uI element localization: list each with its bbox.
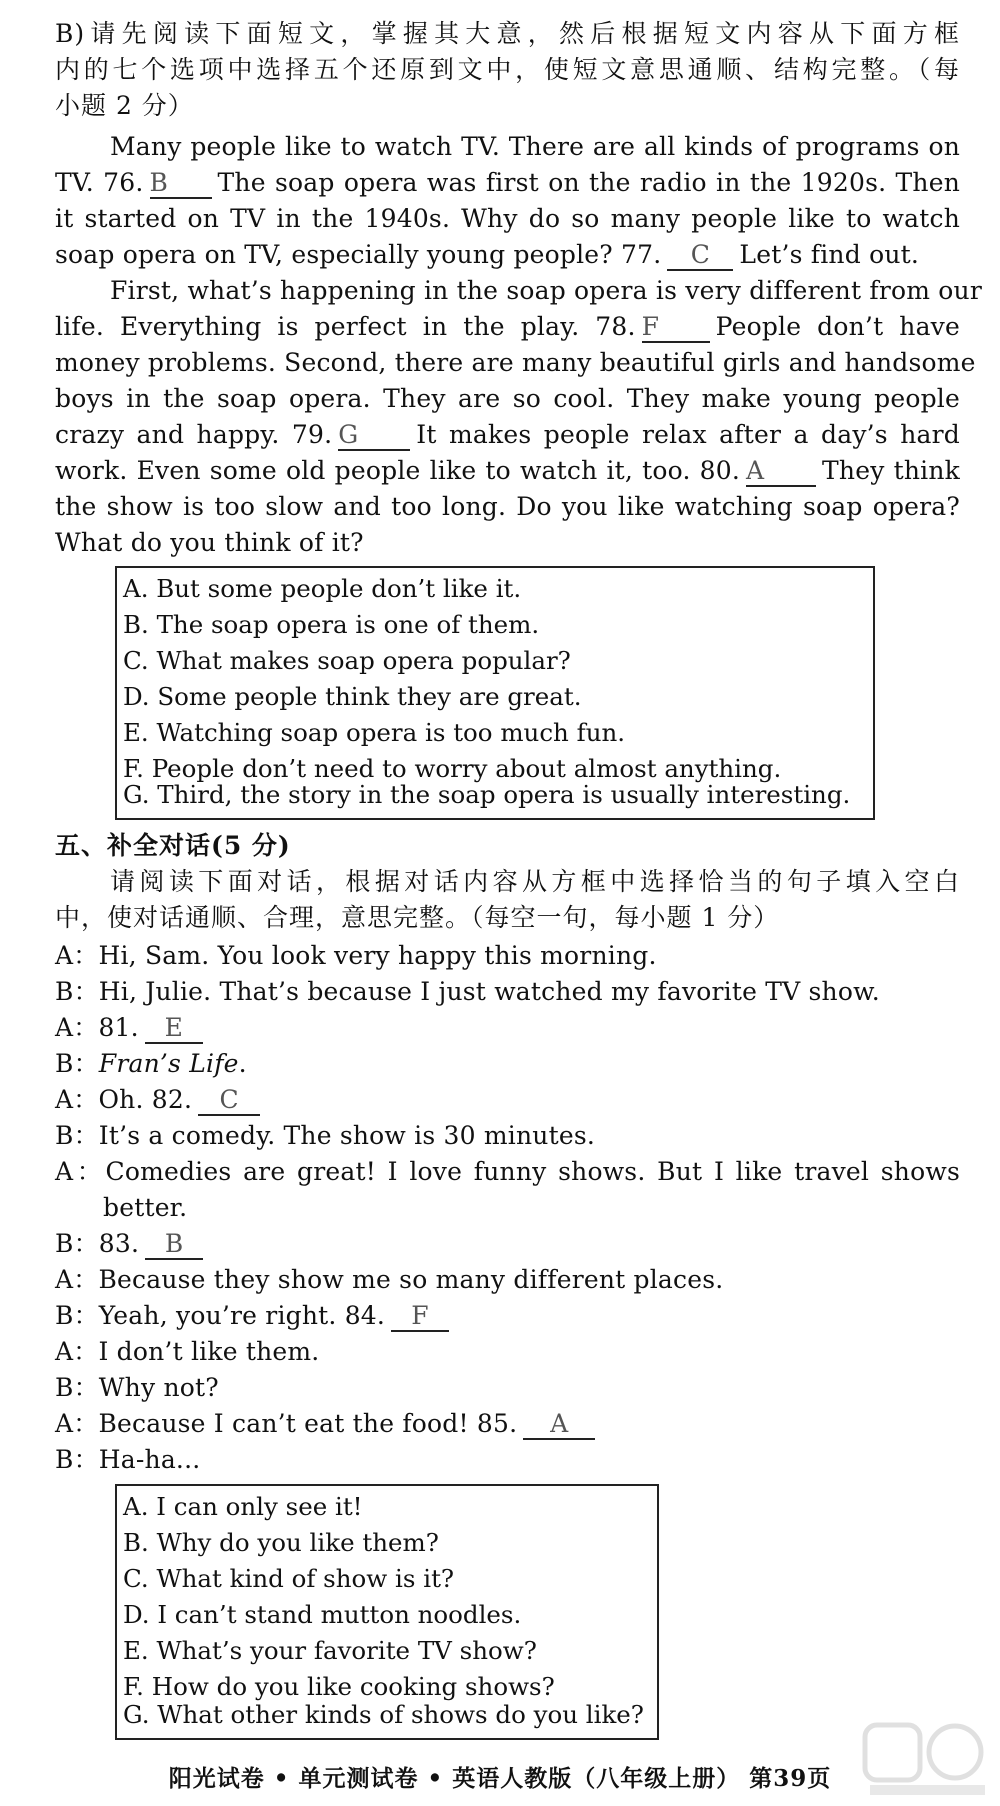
answer-blank-85: A — [523, 1410, 595, 1440]
passage-text: soap opera on TV, especially young people? 77. — [55, 240, 662, 269]
passage-line — [55, 165, 960, 201]
option-a: A. I can only see it! — [123, 1492, 363, 1521]
dialog-line — [55, 1226, 960, 1262]
passage-line — [55, 309, 960, 345]
passage-line: it started on TV in the 1940s. Why do so many people like to watch — [55, 204, 960, 233]
section-5-instruction-line-1: 请阅读下面对话，根据对话内容从方框中选择恰当的句子填入空白 — [110, 867, 960, 896]
dialog-line: B：It’s a comedy. The show is 30 minutes. — [55, 1121, 596, 1150]
dialog-line: B：Hi, Julie. That’s because I just watched my favorite TV show. — [55, 977, 880, 1006]
dialog-text: A：Because I can’t eat the food! 85. — [55, 1409, 518, 1438]
section-b-instruction-line-2: 内的七个选项中选择五个还原到文中，使短文意思通顺、结构完整。（每 — [55, 55, 960, 84]
dialog-line — [55, 1406, 960, 1442]
option-f: F. How do you like cooking shows? — [123, 1672, 555, 1701]
dialog-line: A：Hi, Sam. You look very happy this morning. — [55, 941, 657, 970]
options-box-dialog — [115, 1484, 659, 1740]
option-g: G. Third, the story in the soap opera is usually interesting. — [123, 780, 851, 809]
dialog-line — [55, 1010, 960, 1046]
dialog-text: A：Oh. 82. — [55, 1085, 193, 1114]
answer-blank-80: A — [746, 457, 816, 487]
dialog-line: A：Comedies are great! I love funny shows. But I like travel shows — [55, 1157, 960, 1186]
dialog-text: A：81. — [55, 1013, 139, 1042]
passage-text: They think — [822, 456, 960, 485]
passage-line: money problems. Second, there are many beautiful girls and handsome — [55, 348, 976, 377]
option-g: G. What other kinds of shows do you like? — [123, 1700, 644, 1729]
show-title: Fran’s Life — [98, 1049, 239, 1078]
passage-line: Many people like to watch TV. There are all kinds of programs on — [110, 132, 960, 161]
dialog-text: B： — [55, 1049, 99, 1078]
passage-line: What do you think of it? — [55, 528, 364, 557]
dialog-line — [55, 1298, 960, 1334]
option-d: D. Some people think they are great. — [123, 682, 582, 711]
dialog-line — [55, 1046, 960, 1082]
option-a: A. But some people don’t like it. — [123, 574, 522, 603]
passage-text: The soap opera was first on the radio in the 1920s. Then — [217, 168, 960, 197]
passage-line: First, what’s happening in the soap opera is very different from our — [110, 276, 982, 305]
option-b: B. The soap opera is one of them. — [123, 610, 540, 639]
answer-blank-78: F — [642, 313, 710, 343]
passage-line: the show is too slow and too long. Do you like watching soap opera? — [55, 492, 960, 521]
answer-blank-77: C — [667, 241, 733, 271]
passage-line: boys in the soap opera. They are so cool. They make young people — [55, 384, 960, 413]
answer-blank-79: G — [338, 421, 410, 451]
option-e: E. What’s your favorite TV show? — [123, 1636, 537, 1665]
dialog-line: A：I don’t like them. — [55, 1337, 320, 1366]
option-b: B. Why do you like them? — [123, 1528, 439, 1557]
dialog-text: B：Yeah, you’re right. 84. — [55, 1301, 386, 1330]
dialog-line — [55, 1082, 960, 1118]
dialog-text: . — [238, 1049, 247, 1078]
options-box-reading — [115, 566, 875, 820]
passage-text: life. Everything is perfect in the play. 78. — [55, 312, 636, 341]
dialog-line: better. — [103, 1193, 188, 1222]
option-c: C. What kind of show is it? — [123, 1564, 455, 1593]
passage-text: TV. 76. — [55, 168, 144, 197]
dialog-line: A：Because they show me so many different places. — [55, 1265, 724, 1294]
dialog-text: B：83. — [55, 1229, 140, 1258]
option-c: C. What makes soap opera popular? — [123, 646, 571, 675]
page-footer: 阳光试卷 • 单元测试卷 • 英语人教版（八年级上册） 第39页 — [168, 1765, 832, 1792]
passage-line — [55, 453, 960, 489]
section-5-heading: 五、补全对话(5 分) — [55, 831, 291, 860]
passage-text: crazy and happy. 79. — [55, 420, 333, 449]
passage-text: work. Even some old people like to watch it, too. 80. — [55, 456, 741, 485]
answer-blank-76: B — [150, 169, 212, 199]
answer-blank-84: F — [391, 1302, 449, 1332]
section-b-instruction-line-1: B)请先阅读下面短文，掌握其大意，然后根据短文内容从下面方框 — [55, 19, 960, 48]
passage-line — [55, 417, 960, 453]
answer-blank-82: C — [198, 1086, 260, 1116]
answer-blank-81: E — [145, 1014, 203, 1044]
answer-blank-83: B — [145, 1230, 203, 1260]
passage-line — [55, 237, 960, 273]
dialog-line: B：Why not? — [55, 1373, 219, 1402]
section-b-instruction-line-3: 小题 2 分） — [55, 91, 194, 120]
option-d: D. I can’t stand mutton noodles. — [123, 1600, 522, 1629]
option-f: F. People don’t need to worry about almost anything. — [123, 754, 782, 783]
watermark-logo-icon — [860, 1720, 990, 1800]
dialog-line: B：Ha-ha... — [55, 1445, 201, 1474]
passage-text: Let’s find out. — [739, 240, 920, 269]
passage-text: It makes people relax after a day’s hard — [416, 420, 960, 449]
section-5-instruction-line-2: 中，使对话通顺、合理，意思完整。（每空一句，每小题 1 分） — [55, 903, 780, 932]
option-e: E. Watching soap opera is too much fun. — [123, 718, 626, 747]
passage-text: People don’t have — [715, 312, 960, 341]
